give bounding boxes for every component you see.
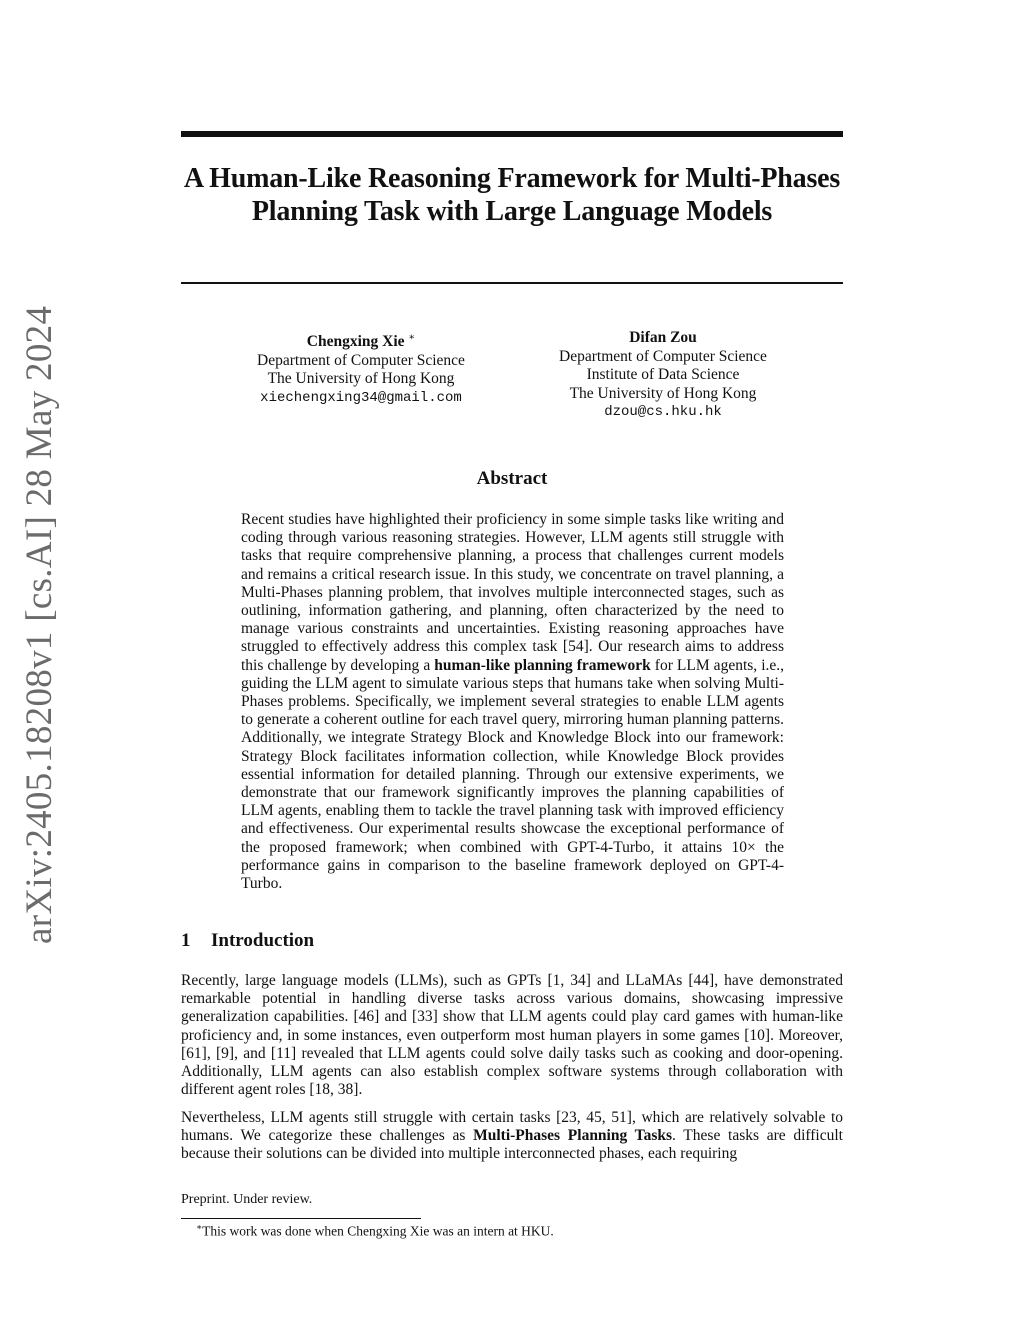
abstract-emphasis: human-like planning framework <box>434 656 651 674</box>
author-block-2 <box>513 329 813 422</box>
footnote-mark: ∗ <box>196 1222 203 1232</box>
section-heading-introduction <box>181 930 314 952</box>
arxiv-identifier-stamp: arXiv:2405.18208v1 [cs.AI] 28 May 2024 <box>19 305 60 944</box>
author-footnote-mark: ∗ <box>408 332 416 343</box>
paper-title: A Human-Like Reasoning Framework for Multi-Phases Planning Task with Large Language Models <box>183 163 841 227</box>
abstract-text: Recent studies have highlighted their proficiency in some simple tasks like writing and coding through various reasoning strategies. However, LLM agents still struggle with tasks that require comprehensive planning, a process that challenges current models and remains a critical research issue. In this study, we concentrate on travel planning, a Multi-Phases planning problem, that involves multiple interconnected stages, such as outlining, information gathering, and planning, often characterized by the need to manage various constraints and uncertainties. Existing reasoning approaches have struggled to effectively address this complex task [54]. Our research aims to address this challenge by developing a human-like planning framework for LLM agents, i.e., guiding the LLM agent to simulate various steps that humans take when solving Multi-Phases problems. Specifically, we implement several strategies to enable LLM agents to generate a coherent outline for each travel query, mirroring human planning patterns. Additionally, we integrate Strategy Block and Knowledge Block into our framework: Strategy Block facilitates information collection, while Knowledge Block provides essential information for detailed planning. Through our extensive experiments, we demonstrate that our framework significantly improves the planning capabilities of LLM agents, enabling them to tackle the travel planning task with improved efficiency and effectiveness. Our experimental results showcase the exceptional performance of the proposed framework; when combined with GPT-4-Turbo, it attains 10× the performance gains in comparison to the baseline framework deployed on GPT-4-Turbo. <box>241 511 785 893</box>
author-name-1: Chengxing Xie ∗ <box>306 332 416 351</box>
author-affiliation-line: Department of Computer Science <box>257 351 465 369</box>
author-affiliation-line: Department of Computer Science <box>559 347 767 365</box>
intro-paragraph-1: Recently, large language models (LLMs), such as GPTs [1, 34] and LLaMAs [44], have demonstrated remarkable potential in handling diverse tasks across various domains, showcasing impressive generalization capabilities. [46] and [33] show that LLM agents could play card games with human-like proficiency and, in some instances, even outperform most human players in some games [10]. Moreover, [61], [9], and [11] revealed that LLM agents could solve daily tasks such as cooking and door-opening. Additionally, LLM agents can also establish complex software systems through collaboration with different agent roles [18, 38]. <box>181 972 843 1099</box>
abstract-heading: Abstract <box>476 468 548 489</box>
author-block-1 <box>211 329 511 407</box>
author-email-1[interactable]: xiechengxing34@gmail.com <box>260 389 462 406</box>
title-top-rule <box>181 131 843 137</box>
author-affiliation-line: The University of Hong Kong <box>267 370 455 388</box>
author-name-2: Difan Zou <box>629 329 697 346</box>
author-affiliation-line: The University of Hong Kong <box>569 384 757 402</box>
title-bottom-rule <box>181 282 843 284</box>
intro-emphasis: Multi-Phases Planning Tasks <box>473 1127 673 1145</box>
preprint-note: Preprint. Under review. <box>181 1192 313 1207</box>
section-title: Introduction <box>211 930 315 951</box>
intro-paragraph-2: Nevertheless, LLM agents still struggle with certain tasks [23, 45, 51], which are relatively solvable to humans. We categorize these challenges as Multi-Phases Planning Tasks. These tasks are difficult because their solutions can be divided into multiple interconnected phases, each requiring <box>181 1109 843 1163</box>
section-number: 1 <box>181 930 191 951</box>
author-affiliation-line: Institute of Data Science <box>586 366 740 383</box>
footnote-rule <box>181 1218 421 1219</box>
footnote-text: This work was done when Chengxing Xie was an intern at HKU. <box>202 1223 554 1239</box>
footnote <box>196 1222 554 1240</box>
author-email-2[interactable]: dzou@cs.hku.hk <box>604 404 722 420</box>
